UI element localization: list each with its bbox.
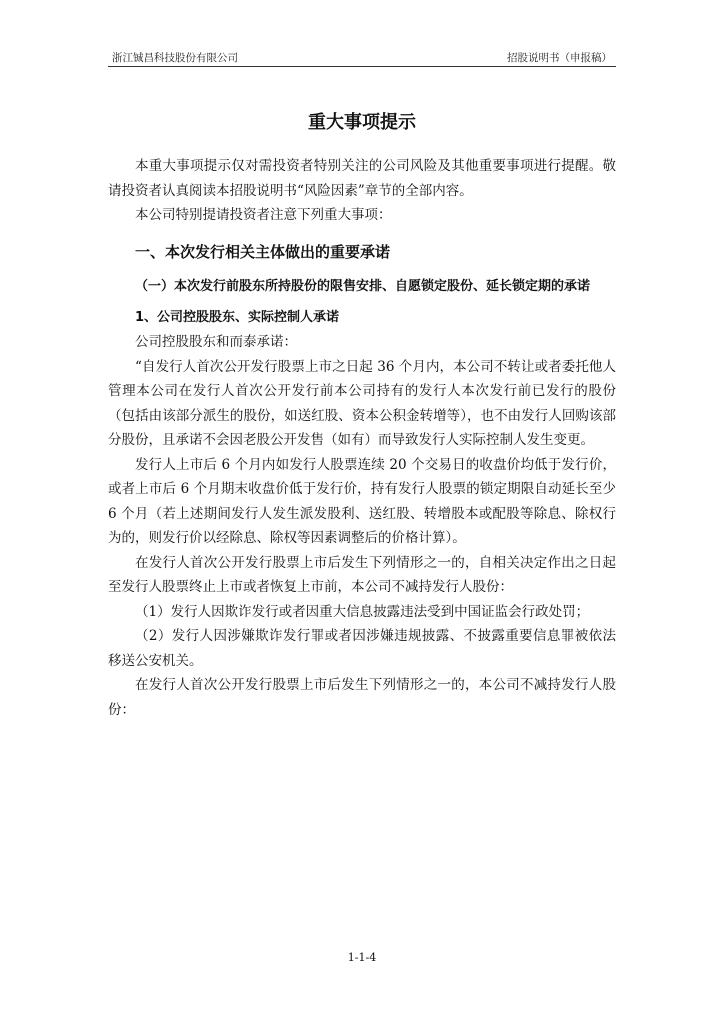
- body-paragraph: 在发行人首次公开发行股票上市后发生下列情形之一的，本公司不减持发行人股份：: [108, 677, 616, 718]
- body-paragraph: （1）发行人因欺诈发行或者因重大信息披露违法受到中国证监会行政处罚；: [135, 603, 590, 620]
- page-number: 1-1-4: [347, 951, 377, 964]
- body-paragraph: 发行人上市后 6 个月内如发行人股票连续 20 个交易日的收盘价均低于发行价，或者上市后 6 个月期末收盘价低于发行价，持有发行人股票的锁定期限自动延长至少 6 个月（若上述期间发行人发生派发股利、送红股、转增股本或配股等除息、除权行为的，则发行价以经除息、除权等因素调整后的价格计算）。: [108, 456, 616, 546]
- item-heading: 1、公司控股股东、实际控制人承诺: [135, 309, 340, 325]
- document-body: [108, 108, 616, 722]
- page-header: [108, 48, 616, 66]
- header-company: 浙江铖昌科技股份有限公司: [112, 52, 238, 64]
- page-title: 重大事项提示: [308, 112, 416, 133]
- subsection-heading: （一）本次发行前股东所持股份的限售安排、自愿锁定股份、延长锁定期的承诺: [135, 278, 591, 294]
- intro-paragraph: 本重大事项提示仅对需投资者特别关注的公司风险及其他重要事项进行提醒。敬请投资者认真阅读本招股说明书“风险因素”章节的全部内容。: [108, 158, 616, 199]
- section-heading: 一、本次发行相关主体做出的重要承诺: [135, 242, 391, 261]
- header-divider: [108, 66, 616, 67]
- body-paragraph: “自发行人首次公开发行股票上市之日起 36 个月内，本公司不转让或者委托他人管理本公司在发行人首次公开发行前本公司持有的发行人本次发行前已发行的股份（包括由该部分派生的股份，如送红股、资本公积金转增等），也不由发行人回购该部分股份，且承诺不会因老股公开发售（如有）而导致发行人实际控制人发生变更。: [108, 358, 616, 448]
- header-doc-type: 招股说明书（申报稿）: [507, 52, 612, 64]
- body-paragraph: （2）发行人因涉嫌欺诈发行罪或者因涉嫌违规披露、不披露重要信息罪被依法移送公安机关。: [108, 628, 616, 669]
- body-paragraph: 公司控股股东和而泰承诺：: [135, 334, 297, 350]
- body-paragraph: 在发行人首次公开发行股票上市后发生下列情形之一的，自相关决定作出之日起至发行人股票终止上市或者恢复上市前，本公司不减持发行人股份：: [108, 554, 616, 595]
- intro-paragraph: 本公司特别提请投资者注意下列重大事项：: [135, 207, 392, 223]
